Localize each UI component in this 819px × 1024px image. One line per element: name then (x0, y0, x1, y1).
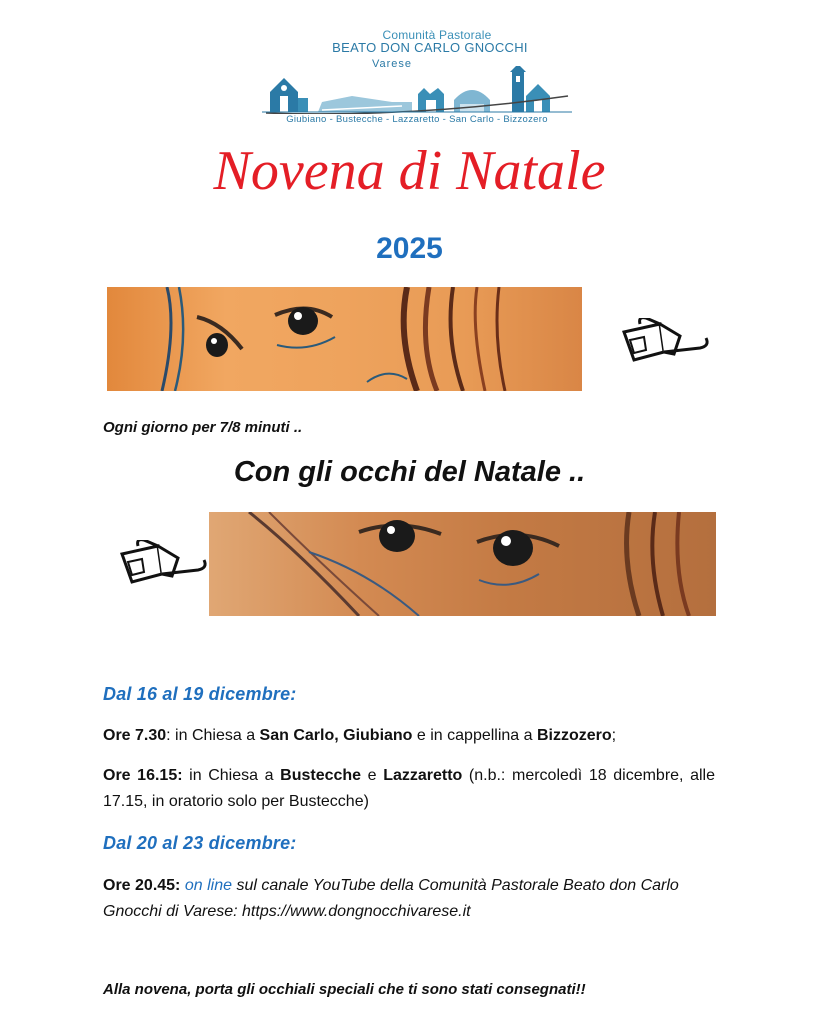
time-label: Ore 20.45: (103, 877, 181, 894)
place-label: Lazzaretto (383, 767, 463, 784)
schedule-paragraph-3 (103, 873, 715, 925)
logo-subtitle: Comunità Pastorale (382, 28, 492, 42)
text: (n.b.: mercoledì 18 dicembre, alle 17.15, in oratorio solo per Bustecche) (103, 767, 716, 810)
place-label: Bizzozero (536, 727, 612, 744)
section-heading-1: Dal 16 al 19 dicembre: (103, 684, 297, 704)
page-title: Novena di Natale (213, 140, 606, 202)
schedule-paragraph-1 (103, 723, 715, 749)
closing-note: Alla novena, porta gli occhiali speciali che ti sono stati consegnati!! (103, 981, 586, 998)
text: e (361, 767, 384, 784)
year-label: 2025 (376, 232, 443, 265)
logo-places: Giubiano - Bustecche - Lazzaretto - San Carlo - Bizzozero (286, 114, 548, 125)
time-label: Ore 7.30 (103, 727, 167, 744)
section-heading-2: Dal 20 al 23 dicembre: (103, 833, 297, 853)
text: : in Chiesa a (166, 727, 260, 744)
intro-text: Ogni giorno per 7/8 minuti .. (103, 419, 303, 436)
text: e in cappellina a (412, 727, 537, 744)
subtitle: Con gli occhi del Natale .. (233, 456, 586, 488)
text: in Chiesa a (182, 767, 281, 784)
text: ; (611, 727, 617, 744)
3d-glasses-icon (620, 318, 712, 379)
eyes-illustration-1 (107, 287, 582, 391)
place-label: Bustecche (280, 767, 362, 784)
time-label: Ore 16.15: (103, 767, 183, 784)
3d-glasses-icon (118, 540, 210, 601)
schedule-paragraph-2 (103, 763, 715, 815)
eyes-illustration-2 (209, 512, 716, 616)
place-label: San Carlo, Giubiano (259, 727, 413, 744)
online-label: on line (184, 877, 232, 894)
logo-city: Varese (371, 58, 413, 70)
churches-skyline-icon (262, 66, 572, 114)
logo-name: BEATO DON CARLO GNOCCHI (332, 40, 528, 55)
text: sul canale YouTube della Comunità Pastorale Beato don Carlo Gnocchi di Varese: https://www.dongnocchivarese.it (103, 877, 679, 920)
community-logo (262, 26, 572, 128)
